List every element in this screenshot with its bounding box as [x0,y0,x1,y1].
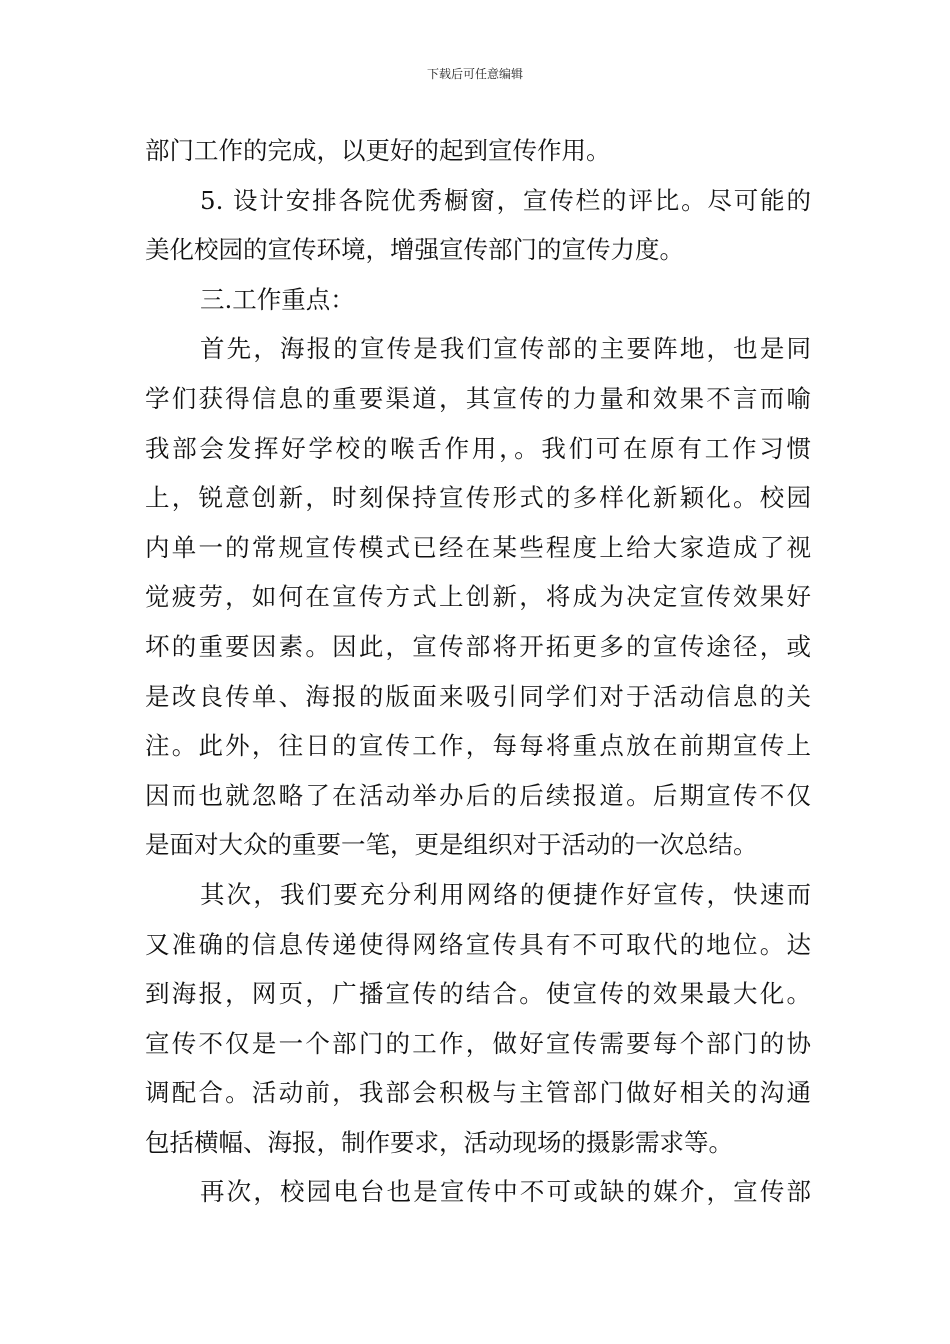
section-heading: 三.工作重点： [200,284,355,314]
text-line: 是改良传单、海报的版面来吸引同学们对于活动信息的关 [145,681,811,711]
text-line: 5. 设计安排各院优秀橱窗，宣传栏的评比。尽可能的 [200,185,811,215]
text-line: 又准确的信息传递使得网络宣传具有不可取代的地位。达 [145,929,811,959]
text-line: 是面对大众的重要一笔，更是组织对于活动的一次总结。 [145,830,758,860]
text-line: 到海报，网页，广播宣传的结合。使宣传的效果最大化。 [145,979,811,1009]
document-body [145,126,811,1217]
text-line: 学们获得信息的重要渠道，其宣传的力量和效果不言而喻 [145,383,811,413]
text-line: 我部会发挥好学校的喉舌作用，。我们可在原有工作习惯 [145,433,811,463]
text-line: 内单一的常规宣传模式已经在某些程度上给大家造成了视 [145,532,811,562]
text-line: 调配合。活动前，我部会积极与主管部门做好相关的沟通 [145,1078,811,1108]
text-line: 上，锐意创新，时刻保持宣传形式的多样化新颖化。校园 [145,483,811,513]
text-line: 再次，校园电台也是宣传中不可或缺的媒介，宣传部 [200,1177,811,1207]
text-line: 坏的重要因素。因此，宣传部将开拓更多的宣传途径，或 [145,631,811,661]
text-line: 觉疲劳，如何在宣传方式上创新，将成为决定宣传效果好 [145,582,811,612]
text-line: 宣传不仅是一个部门的工作，做好宣传需要每个部门的协 [145,1028,811,1058]
text-line: 包括横幅、海报，制作要求，活动现场的摄影需求等。 [145,1127,733,1157]
page-header-note: 下载后可任意编辑 [426,67,523,81]
text-line: 部门工作的完成，以更好的起到宣传作用。 [145,136,611,165]
text-line: 因而也就忽略了在活动举办后的后续报道。后期宣传不仅 [145,780,811,810]
text-line: 其次，我们要充分利用网络的便捷作好宣传，快速而 [200,879,811,909]
text-line: 首先，海报的宣传是我们宣传部的主要阵地，也是同 [200,334,811,364]
text-line: 注。此外，往日的宣传工作，每每将重点放在前期宣传上 [145,731,811,761]
text-line: 美化校园的宣传环境，增强宣传部门的宣传力度。 [145,235,684,265]
